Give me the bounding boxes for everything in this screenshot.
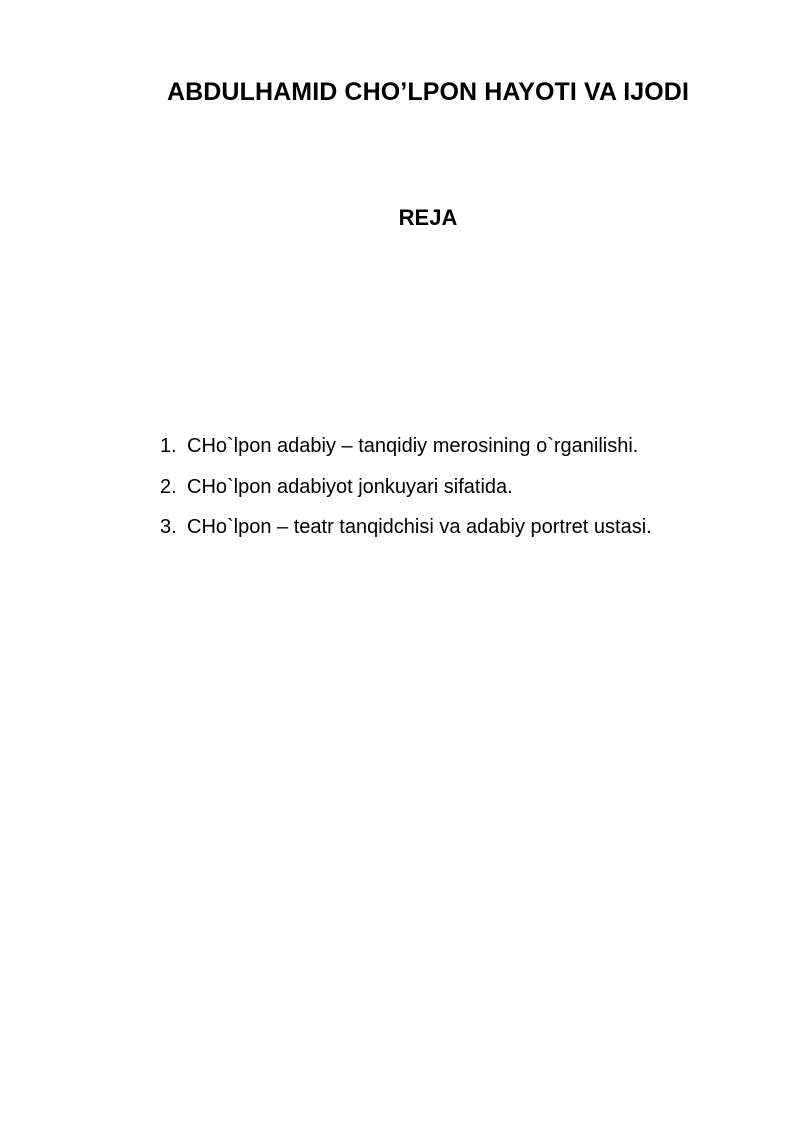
plan-item [160,426,652,467]
document-title: ABDULHAMID CHO’LPON HAYOTI VA IJODI [166,78,690,106]
plan-item-number: 2. [160,475,177,498]
plan-item-number: 3. [160,516,177,538]
plan-heading: REJA [398,205,458,230]
plan-item-text: CHo`lpon – teatr tanqidchisi va adabiy portret ustasi. [187,516,652,538]
plan-item-number: 1. [160,435,177,457]
plan-list [160,426,652,548]
plan-item [160,467,652,508]
plan-item-text: CHo`lpon adabiy – tanqidiy merosining o`rganilishi. [187,435,639,457]
plan-item-text: CHo`lpon adabiyot jonkuyari sifatida. [187,475,513,498]
plan-item [160,507,652,548]
